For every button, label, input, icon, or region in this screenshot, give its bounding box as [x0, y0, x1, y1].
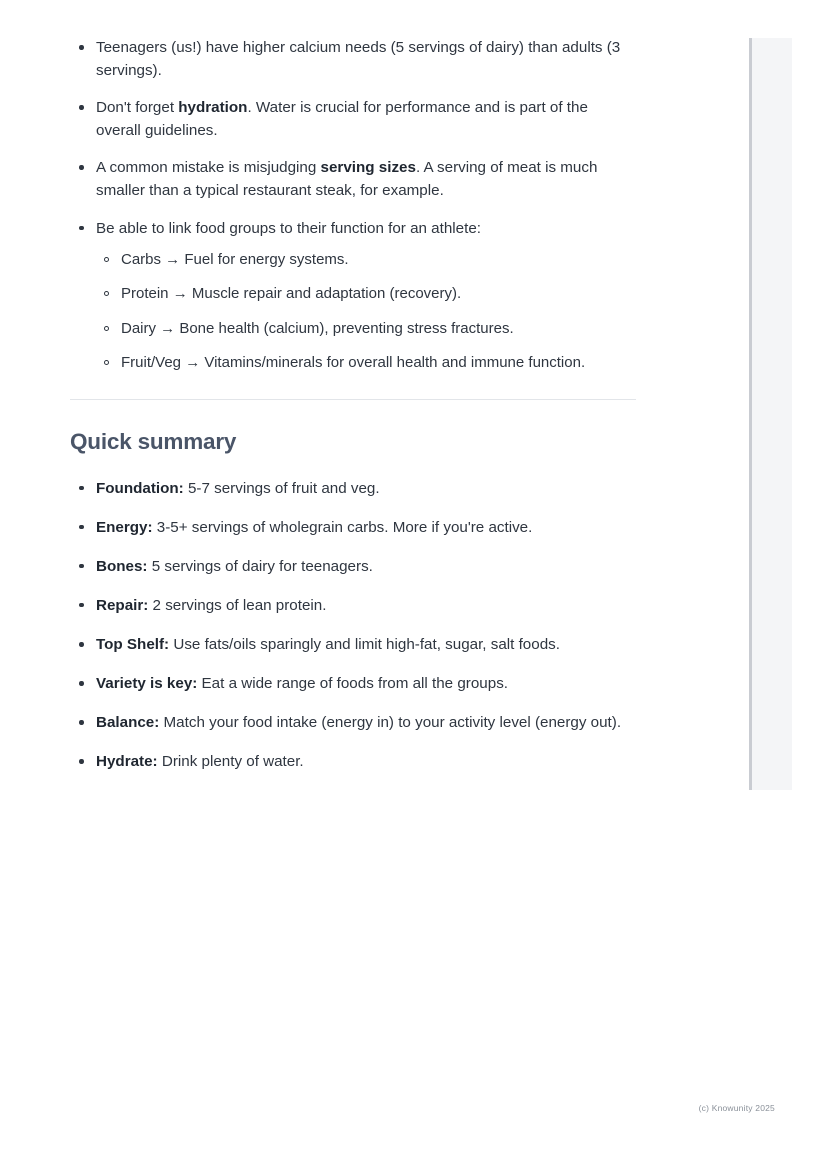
summary-item-label: Top Shelf:	[96, 636, 170, 654]
summary-list-item	[70, 750, 636, 773]
scrollbar-thumb[interactable]	[749, 38, 752, 790]
summary-list-item	[70, 477, 636, 500]
list-item-text: Don't forget	[96, 99, 179, 117]
summary-item-label: Hydrate:	[96, 753, 158, 771]
summary-list-item	[70, 516, 636, 539]
summary-item-text: 5 servings of dairy for teenagers.	[147, 557, 373, 575]
section-title-quick-summary: Quick summary	[70, 428, 237, 454]
summary-list-item	[70, 594, 636, 617]
summary-item-text: Drink plenty of water.	[157, 753, 304, 771]
list-item	[70, 217, 636, 375]
summary-item-text: Eat a wide range of foods from all the groups.	[197, 675, 509, 693]
list-item-text: Be able to link food groups to their function for an athlete:	[96, 219, 481, 237]
summary-item-text: Match your food intake (energy in) to your activity level (energy out).	[159, 714, 622, 732]
list-item-text: . A serving of meat is much smaller than a typical restaurant steak, for example.	[96, 159, 598, 200]
summary-item-label: Repair:	[96, 596, 149, 614]
summary-list-item	[70, 555, 636, 578]
summary-bullet-list	[70, 477, 636, 774]
top-bullet-list	[70, 36, 636, 375]
summary-item-label: Bones:	[96, 557, 148, 575]
summary-list-item	[70, 711, 636, 734]
list-item-text: A common mistake is misjudging	[96, 159, 321, 177]
list-item	[70, 36, 636, 82]
document-content	[70, 36, 636, 789]
summary-item-text: Use fats/oils sparingly and limit high-fat, sugar, salt foods.	[169, 636, 560, 654]
list-item	[70, 96, 636, 142]
sub-list-item: Fruit/Veg → Vitamins/minerals for overall health and immune function.	[96, 352, 636, 375]
scrollbar-track[interactable]	[749, 38, 792, 790]
summary-list-item	[70, 633, 636, 656]
sub-list	[96, 249, 636, 375]
sub-list-item: Dairy → Bone health (calcium), preventing stress fractures.	[96, 318, 636, 341]
list-item-text: . Water is crucial for performance and is part of the overall guidelines.	[96, 99, 588, 140]
sub-list-item: Carbs → Fuel for energy systems.	[96, 249, 636, 272]
emphasis-text: hydration	[178, 99, 248, 117]
list-item-text: Teenagers (us!) have higher calcium needs (5 servings of dairy) than adults (3 servings).	[96, 39, 621, 80]
summary-item-label: Balance:	[96, 714, 160, 732]
summary-list-item	[70, 672, 636, 695]
list-item	[70, 156, 636, 202]
summary-item-text: 2 servings of lean protein.	[148, 596, 327, 614]
summary-item-text: 3-5+ servings of wholegrain carbs. More if you're active.	[152, 518, 533, 536]
sub-list-item: Protein → Muscle repair and adaptation (recovery).	[96, 283, 636, 306]
summary-item-label: Variety is key:	[96, 675, 198, 693]
footer-copyright: (c) Knowunity 2025	[698, 1103, 775, 1113]
summary-item-label: Foundation:	[96, 479, 184, 497]
emphasis-text: serving sizes	[320, 159, 416, 177]
summary-item-text: 5-7 servings of fruit and veg.	[183, 479, 380, 497]
summary-item-label: Energy:	[96, 518, 153, 536]
section-divider	[70, 399, 636, 400]
